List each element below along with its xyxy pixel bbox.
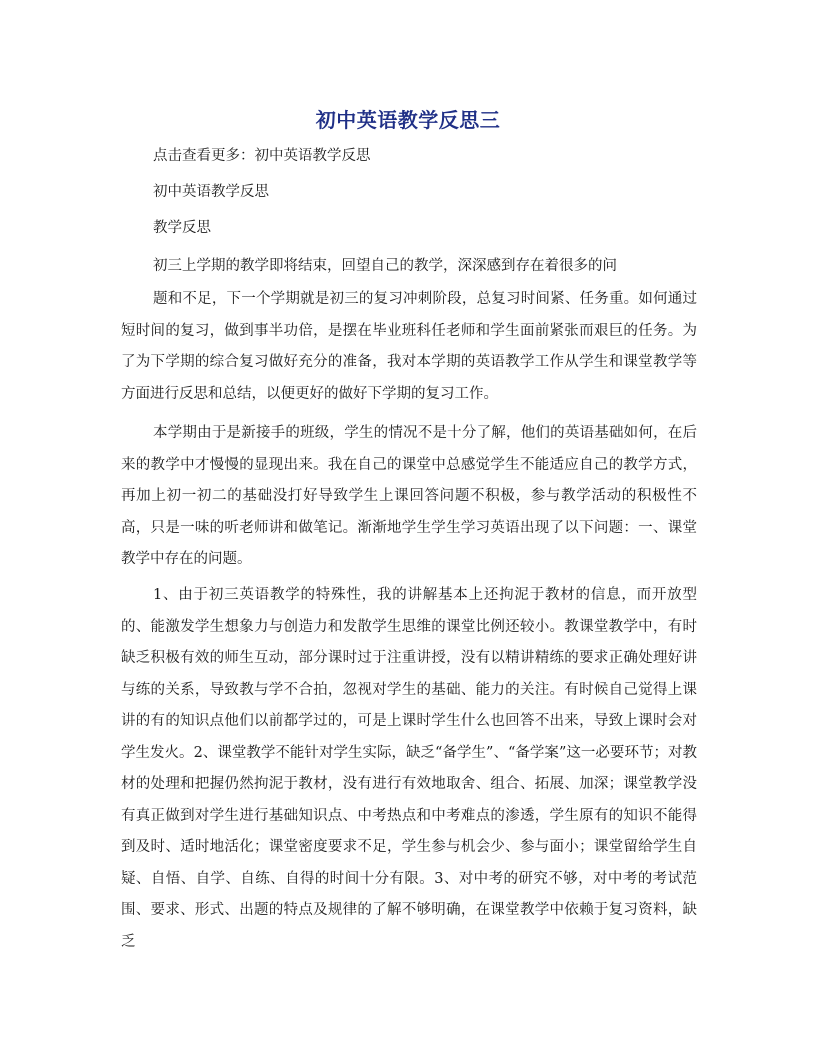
section-heading: 初中英语教学反思	[153, 184, 269, 200]
sub-heading: 教学反思	[153, 220, 211, 236]
paragraph-2: 本学期由于是新接手的班级，学生的情况不是十分了解，他们的英语基础如何，在后来的教学中才慢慢的显现出来。我在自己的课堂中总感觉学生不能适应自己的教学方式，再加上初一初二的基础没打好导致学生上课回答问题不积极，参与教学活动的积极性不高，只是一味的听老师讲和做笔记。渐渐地学生学生学习英语出现了以下问题：一、课堂教学中存在的问题。	[121, 425, 697, 567]
paragraph-1-rest: 题和不足，下一个学期就是初三的复习冲刺阶段，总复习时间紧、任务重。如何通过短时间的复习，做到事半功倍，是摆在毕业班科任老师和学生面前紧张而艰巨的任务。为了为下学期的综合复习做好充分的准备，我对本学期的英语教学工作从学生和课堂教学等方面进行反思和总结，以便更好的做好下学期的复习工作。	[121, 291, 697, 402]
document-title: 初中英语教学反思三	[315, 108, 501, 132]
paragraph-1-first-line: 初三上学期的教学即将结束，回望自己的教学，深深感到存在着很多的问	[153, 258, 617, 274]
paragraph-3: 1、由于初三英语教学的特殊性，我的讲解基本上还拘泥于教材的信息，而开放型的、能激发学生想象力与创造力和发散学生思维的课堂比例还较小。教课堂教学中，有时缺乏积极有效的师生互动，部分课时过于注重讲授，没有以精讲精练的要求正确处理好讲与练的关系，导致教与学不合拍，忽视对学生的基础、能力的关注。有时候自己觉得上课讲的有的知识点他们以前都学过的，可是上课时学生什么也回答不出来，导致上课时会对学生发火。2、课堂教学不能针对学生实际，缺乏“备学生”、“备学案”这一必要环节；对教材的处理和把握仍然拘泥于教材，没有进行有效地取舍、组合、拓展、加深；课堂教学没有真正做到对学生进行基础知识点、中考热点和中考难点的渗透，学生原有的知识不能得到及时、适时地活化；课堂密度要求不足，学生参与机会少、参与面小；课堂留给学生自疑、自悟、自学、自练、自得的时间十分有限。3、对中考的研究不够，对中考的考试范围、要求、形式、出题的特点及规律的了解不够明确，在课堂教学中依赖于复习资料，缺乏	[121, 587, 697, 950]
more-link-line: 点击查看更多：初中英语教学反思	[153, 148, 371, 164]
